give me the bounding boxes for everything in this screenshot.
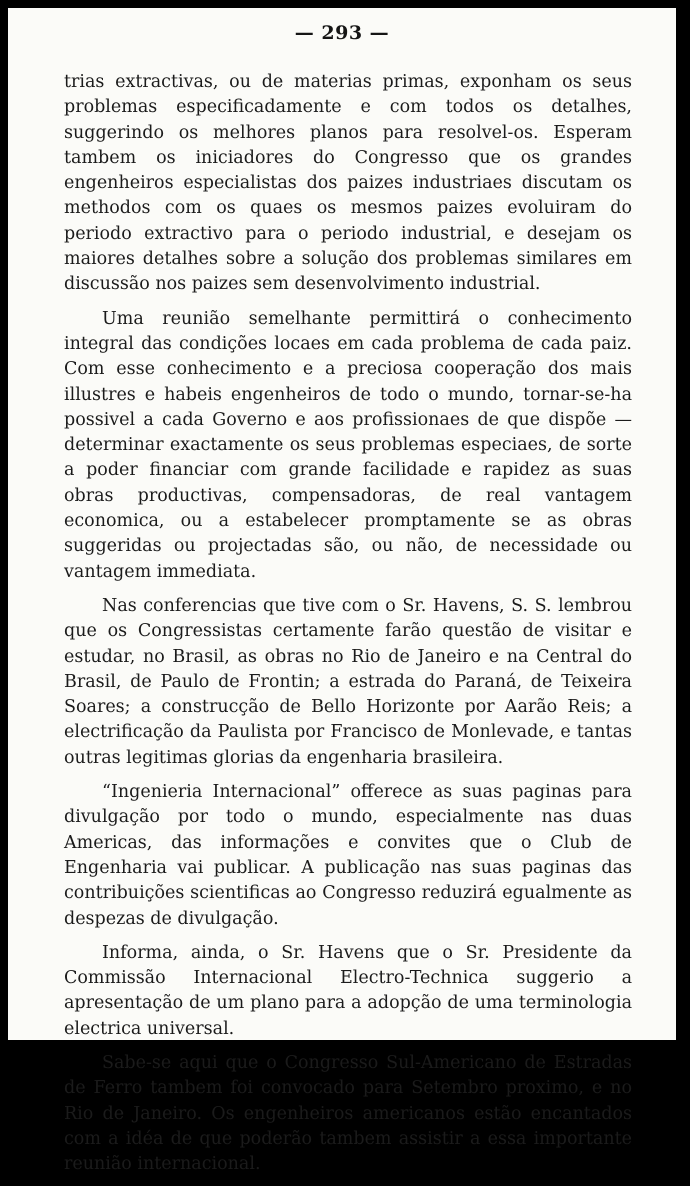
paragraph-3: Nas conferencias que tive com o Sr. Havens, S. S. lembrou que os Congressistas certamente farão questão de visitar e estudar, no Brasil, as obras no Rio de Janeiro e na Central do Brasil, de Paulo de Frontin; a estrada do Paraná, de Teixeira Soares; a construcção de Bello Horizonte por Aarão Reis; a electrificação da Paulista por Francisco de Monlevade, e tantas outras legitimas glorias da engenharia brasileira. — [64, 595, 632, 768]
paragraph-4: “Ingenieria Internacional” offerece as suas paginas para divulgação por todo o mundo, especialmente nas duas Americas, das informações e convites que o Club de Engenharia vai publicar. A publicação nas suas paginas das contribuições scientificas ao Congresso reduzirá egualmente as despezas de divulgação. — [64, 782, 632, 929]
paragraph-1: trias extractivas, ou de materias primas, exponham os seus problemas especificadamente e com todos os detalhes, suggerindo os melhores planos para resolvel-os. Esperam tambem os iniciadores do Congresso que os grandes engenheiros especialistas dos paizes industriaes discutam os methodos com os quaes os mesmos paizes evoluiram do periodo extractivo para o periodo industrial, e desejam os maiores detalhes sobre a solução dos problemas similares em discussão nos paizes sem desenvolvimento industrial. — [64, 72, 632, 295]
paragraph-5: Informa, ainda, o Sr. Havens que o Sr. Presidente da Commissão Internacional Electro-Technica suggerio a apresentação de um plano para a adopção de uma terminologia electrica universal. — [64, 942, 632, 1039]
body-text — [64, 70, 632, 1186]
paragraph-2: Uma reunião semelhante permittirá o conhecimento integral das condições locaes em cada problema de cada paiz. Com esse conhecimento e a preciosa cooperação dos mais illustres e habeis engenheiros de todo o mundo, tornar-se-ha possivel a cada Governo e aos profissionaes de que dispõe — determinar exactamente os seus problemas especiaes, de sorte a poder financiar com grande facilidade e rapidez as suas obras productivas, compensadoras, de real vantagem economica, ou a estabelecer promptamente se as obras suggeridas ou projectadas são, ou não, de necessidade ou vantagem immediata. — [64, 308, 632, 582]
page-number: — 293 — — [294, 22, 390, 44]
document-page — [8, 8, 676, 1175]
paragraph-6: Sabe-se aqui que o Congresso Sul-Americano de Estradas de Ferro tambem foi convocado para Setembro proximo, e no Rio de Janeiro. Os engenheiros americanos estão encantados com a idéa de que poderão tambem assistir a essa importante reunião internacional. — [64, 1052, 632, 1175]
